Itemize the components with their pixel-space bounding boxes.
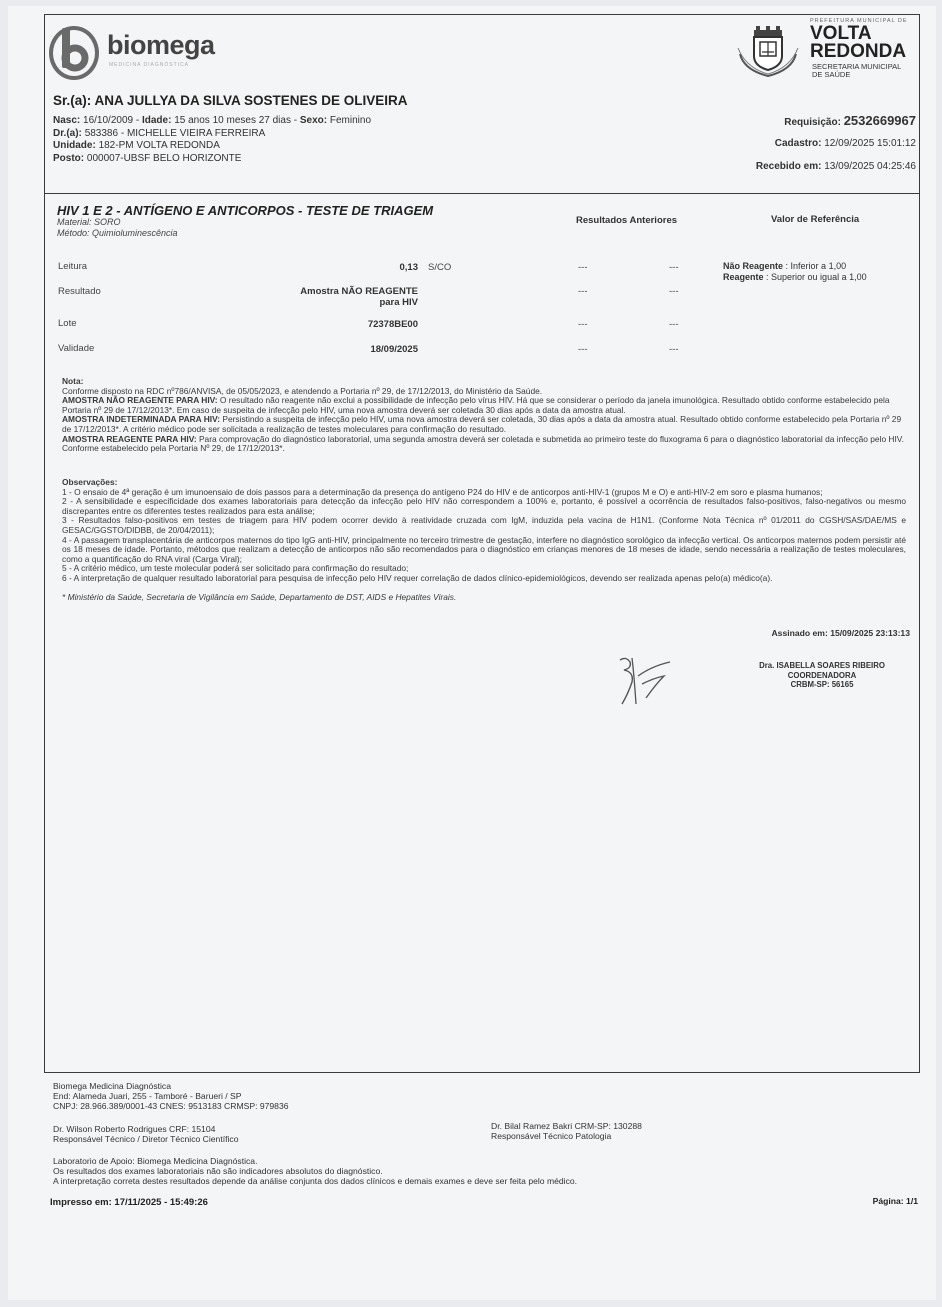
row-value-leitura: 0,13 — [399, 262, 418, 273]
exam-title: HIV 1 E 2 - ANTÍGENO E ANTICORPOS - TESTE DE TRIAGEM — [57, 203, 434, 218]
prev2-lote: --- — [669, 319, 679, 330]
gov-prefeitura: PREFEITURA MUNICIPAL DE — [810, 18, 908, 24]
prev2-resultado: --- — [669, 286, 679, 297]
prev1-validade: --- — [578, 344, 588, 355]
row-label-lote: Lote — [58, 318, 77, 329]
footer-support: Laboratorio de Apoio: Biomega Medicina Diagnóstica. Os resultados dos exames laboratoriais não são indicadores absolutos do diagnóstico. A interpretação correta destes resultados depende da análise conjunta dos dados clínicos e demais exames e deve ser feita pelo médico. — [53, 1156, 578, 1186]
reference-values: Não Reagente : Inferior a 1,00 Reagente : Superior ou igual a 1,00 — [723, 261, 867, 282]
row-unit-leitura: S/CO — [428, 262, 452, 273]
row-value-validade: 18/09/2025 — [370, 344, 418, 355]
header-divider — [44, 193, 920, 194]
city-crest-icon — [736, 24, 800, 78]
patient-name: Sr.(a): ANA JULLYA DA SILVA SOSTENES DE OLIVEIRA — [53, 93, 408, 108]
row-label-validade: Validade — [58, 343, 95, 354]
page-number: Página: 1/1 — [872, 1196, 918, 1206]
biomega-logo-icon — [47, 20, 101, 82]
gov-city-name: VOLTA REDONDA — [810, 23, 907, 62]
row-label-resultado: Resultado — [58, 286, 101, 297]
requisicao: Requisição: 2532669967 — [784, 113, 916, 128]
prev1-resultado: --- — [578, 286, 588, 297]
prev1-lote: --- — [578, 319, 588, 330]
row-label-leitura: Leitura — [58, 261, 88, 272]
prev2-validade: --- — [669, 344, 679, 355]
observations-section: Observações: 1 - O ensaio de 4ª geração é um imunoensaio de dois passos para a determinação da presença do antígeno P24 do HIV e de anticorpos anti-HIV-1 (grupos M e O) e anti-HIV-2 em soro e plasma humanos; 2 - A sensibilidade e especificidade dos exames laboratoriais para detecção da infecção pelo HIV não correspondem a 100% e, portanto, é possível a ocorrência de resultados falso-positivos, falso-negativos ou mesmo discrepantes entre os diferentes testes realizados para esta análise; 3 - Resultados falso-positivos em testes de triagem para HIV podem ocorrer devido à reatividade cruzada com IgM, induzida pela vacina de H1N1. (Conforme Nota Técnica nº 01/2011 do CGSH/SAS/DAE/MS e GESAC/GGSTO/DIDBB, de 20/04/2011); 4 - A passagem transplacentária de anticorpos maternos do tipo IgG anti-HIV, principalmente no terceiro trimestre de gestação, interfere no diagnóstico sorológico da infecção vertical. Os anticorpos maternos podem persistir até os 18 meses de idade. Portanto, métodos que realizam a detecção de anticorpos não são recomendados para o diagnóstico em crianças menores de 18 meses de idade, sendo necessária a realização de testes moleculares, como a quantificação do RNA viral (Carga Viral); 5 - A critério médico, um teste molecular poderá ser solicitado para confirmação do resultado; 6 - A interpretação de qualquer resultado laboratorial para pesquisa de infecção pelo HIV requer correlação de dados clínico-epidemiológicos, devendo ser realizada apenas pelo(a) médico(a). * Ministério da Saúde, Secretaria de Vigilância em Saúde, Departamento de DST, AIDS e Hepatites Virais. — [62, 477, 906, 602]
printed-at: Impresso em: 17/11/2025 - 15:49:26 — [50, 1197, 208, 1208]
prev1-leitura: --- — [578, 262, 588, 273]
footer-company: Biomega Medicina Diagnóstica End: Alameda Juari, 255 - Tamboré - Barueri / SP CNPJ: 28.966.389/0001-43 CNES: 9513183 CRMSP: 979836 — [53, 1081, 289, 1111]
footnote: * Ministério da Saúde, Secretaria de Vigilância em Saúde, Departamento de DST, AIDS e Hepatites Virais. — [62, 591, 457, 602]
exam-meta: Material: SORO Método: Quimioluminescência — [57, 217, 178, 238]
col-previous-results: Resultados Anteriores — [576, 215, 678, 226]
notes-section: Nota: Conforme disposto na RDC nº786/ANVISA, de 05/05/2023, e atendendo a Portaria nº 29, de 17/12/2013, do Ministério da Saúde. AMOSTRA NÃO REAGENTE PARA HIV: O resultado não reagente não exclui a possibilidade de infecção pelo vírus HIV. Há que se considerar o período da janela imunológica. Resultado obtido conforme estabelecido pela Portaria nº 29 de 17/12/2013*. Em caso de suspeita de infecção pelo HIV, uma nova amostra deverá ser coletada 30 dias após a data da amostra atual. AMOSTRA INDETERMINADA PARA HIV: Persistindo a suspeita de infecção pelo HIV, uma nova amostra deverá ser coletada, 30 dias após a data da amostra atual. Resultado obtido conforme estabelecido pela Portaria nº 29 de 17/12/2013*. A critério médico pode ser solicitada a realização de testes moleculares para confirmação do resultado. AMOSTRA REAGENTE PARA HIV: Para comprovação do diagnóstico laboratorial, uma segunda amostra deverá ser coletada e submetida ao primeiro teste do fluxograma 6 para o diagnóstico laboratorial da infecção pelo HIV. Conforme estabelecido pela Portaria Nº 29, de 17/12/2013*. — [62, 376, 904, 454]
col-reference: Valor de Referência — [771, 214, 860, 225]
handwritten-signature — [612, 654, 676, 708]
signatory: Dra. ISABELLA SOARES RIBEIRO COORDENADORA CRBM-SP: 56165 — [759, 661, 885, 689]
cadastro: Cadastro: 12/09/2025 15:01:12 — [774, 138, 916, 149]
gov-secretaria: SECRETARIA MUNICIPAL DE SAÚDE — [812, 62, 902, 79]
row-value-lote: 72378BE00 — [367, 319, 418, 330]
lab-logo-text: biomega — [107, 30, 215, 60]
prev2-leitura: --- — [669, 262, 679, 273]
signed-at: Assinado em: 15/09/2025 23:13:13 — [771, 628, 910, 638]
footer-rt2: Dr. Bilal Ramez Bakri CRM-SP: 130288 Responsável Técnico Patologia — [491, 1121, 642, 1141]
patient-info: Nasc: 16/10/2009 - Idade: 15 anos 10 meses 27 dias - Sexo: Feminino Dr.(a): 583386 - MICHELLE VIEIRA FERREIRA Unidade: 182-PM VOLTA REDONDA Posto: 000007-UBSF BELO HORIZONTE — [53, 115, 372, 164]
row-value-resultado: Amostra NÃO REAGENTE para HIV — [300, 286, 418, 308]
footer-rt1: Dr. Wilson Roberto Rodrigues CRF: 15104 Responsável Técnico / Diretor Técnico Científico — [53, 1124, 239, 1144]
lab-tagline: MEDICINA DIAGNÓSTICA — [109, 62, 190, 68]
recebido: Recebido em: 13/09/2025 04:25:46 — [755, 161, 916, 172]
